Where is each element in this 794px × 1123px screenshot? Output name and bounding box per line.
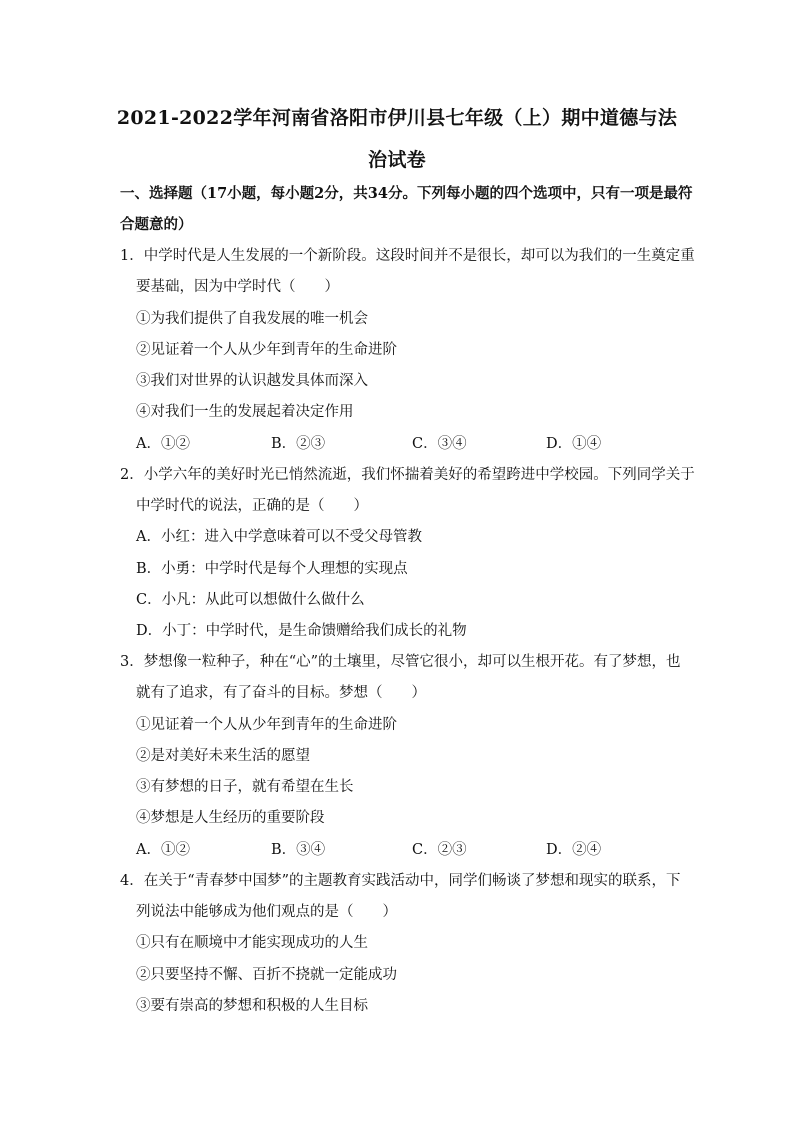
question-1-item-4: ④对我们一生的发展起着决定作用 (136, 404, 354, 420)
question-2-stem-line-2: 中学时代的说法，正确的是（ ） (136, 498, 368, 514)
question-3-option-c[interactable]: C．②③ (412, 842, 467, 858)
question-1-item-3: ③我们对世界的认识越发具体而深入 (136, 373, 368, 389)
question-2-choice-b[interactable]: B．小勇：中学时代是每个人理想的实现点 (136, 561, 408, 577)
exam-title-line-2: 治试卷 (368, 149, 426, 171)
question-2-stem-line-1: 2．小学六年的美好时光已悄然流逝，我们怀揣着美好的希望跨进中学校园。下列同学关于 (120, 467, 695, 483)
question-3-item-3: ③有梦想的日子，就有希望在生长 (136, 779, 354, 795)
question-1-stem-line-1: 1．中学时代是人生发展的一个新阶段。这段时间并不是很长，却可以为我们的一生奠定重 (120, 248, 695, 264)
question-2-choice-d[interactable]: D．小丁：中学时代，是生命馈赠给我们成长的礼物 (136, 623, 467, 639)
question-2-choice-c[interactable]: C．小凡：从此可以想做什么做什么 (136, 592, 365, 608)
question-4-stem-line-1: 4．在关于“青春梦中国梦”的主题教育实践活动中，同学们畅谈了梦想和现实的联系，下 (120, 873, 681, 889)
question-3-stem-line-2: 就有了追求，有了奋斗的目标。梦想（ ） (136, 685, 426, 701)
question-3-option-d[interactable]: D．②④ (546, 842, 602, 858)
section-heading-line-2: 合题意的） (120, 216, 193, 233)
question-1-option-d[interactable]: D．①④ (546, 436, 602, 452)
question-4-item-1: ①只有在顺境中才能实现成功的人生 (136, 935, 368, 951)
question-4-stem-line-2: 列说法中能够成为他们观点的是（ ） (136, 904, 397, 920)
exam-title-line-1: 2021-2022学年河南省洛阳市伊川县七年级（上）期中道德与法 (116, 107, 678, 129)
question-2-choice-a[interactable]: A．小红：进入中学意味着可以不受父母管教 (136, 529, 422, 545)
question-4-item-2: ②只要坚持不懈、百折不挠就一定能成功 (136, 967, 397, 983)
question-3-option-a[interactable]: A．①② (136, 842, 190, 858)
question-3-item-2: ②是对美好未来生活的愿望 (136, 748, 310, 764)
question-1-stem-line-2: 要基础，因为中学时代（ ） (136, 279, 339, 295)
question-4-item-3: ③要有崇高的梦想和积极的人生目标 (136, 998, 368, 1014)
question-1-option-c[interactable]: C．③④ (412, 436, 467, 452)
question-1-item-1: ①为我们提供了自我发展的唯一机会 (136, 311, 368, 327)
question-3-stem-line-1: 3．梦想像一粒种子，种在“心”的土壤里，尽管它很小，却可以生根开花。有了梦想，也 (120, 654, 681, 670)
question-1-options (136, 434, 656, 454)
question-1-option-a[interactable]: A．①② (136, 436, 190, 452)
question-3-options (136, 840, 656, 860)
question-3-item-4: ④梦想是人生经历的重要阶段 (136, 810, 325, 826)
question-1-item-2: ②见证着一个人从少年到青年的生命进阶 (136, 342, 397, 358)
question-3-item-1: ①见证着一个人从少年到青年的生命进阶 (136, 717, 397, 733)
section-heading-line-1: 一、选择题（17小题，每小题2分，共34分。下列每小题的四个选项中，只有一项是最符 (120, 185, 693, 202)
question-3-option-b[interactable]: B．③④ (271, 842, 326, 858)
question-1-option-b[interactable]: B．②③ (271, 436, 326, 452)
